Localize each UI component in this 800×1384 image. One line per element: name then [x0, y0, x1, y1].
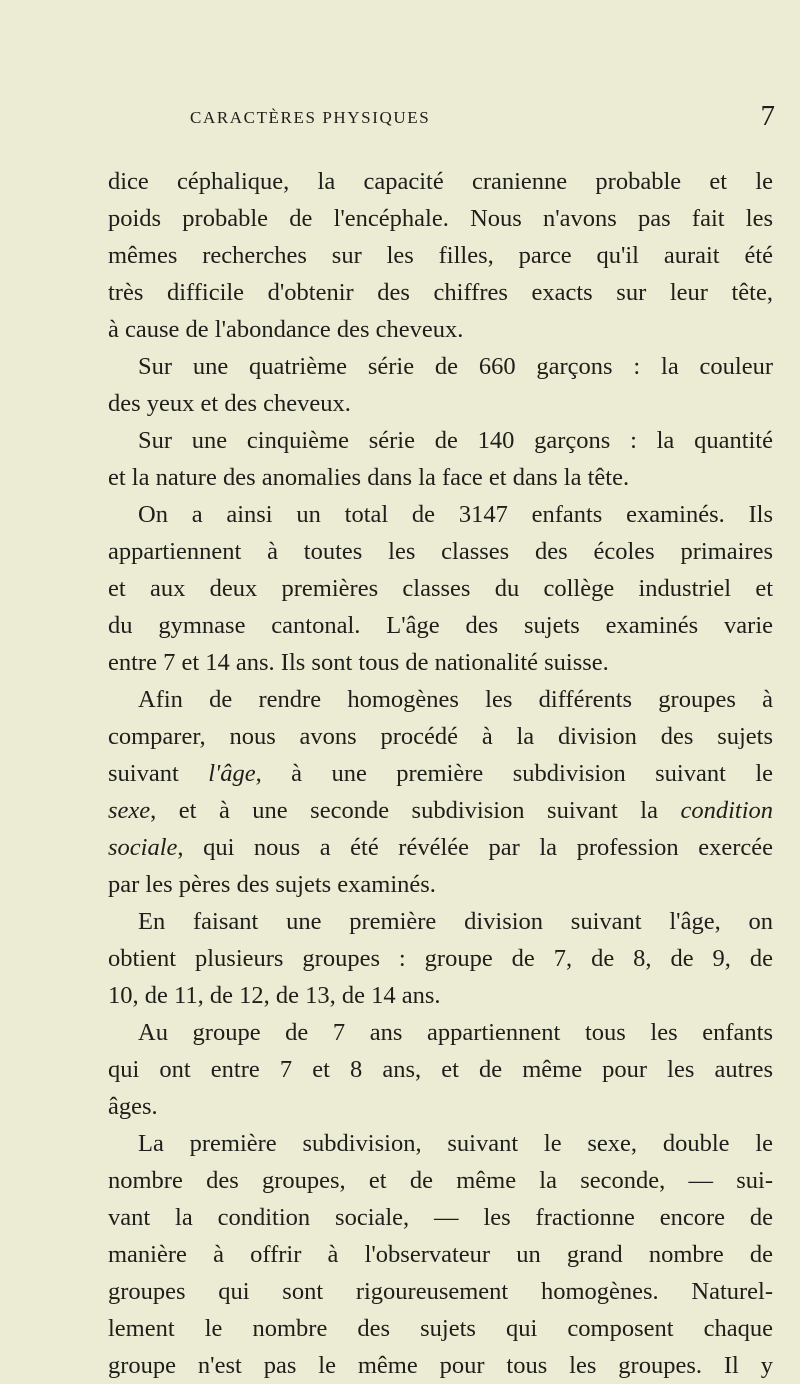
text-line — [108, 200, 773, 237]
text-line — [108, 385, 773, 422]
page-header — [135, 100, 775, 140]
text-line — [108, 1088, 773, 1125]
text-line — [108, 681, 773, 718]
text-line — [108, 977, 773, 1014]
text-line — [108, 1014, 773, 1051]
text-line — [108, 644, 773, 681]
text-line — [108, 311, 773, 348]
italic-phrase: condition — [680, 797, 773, 824]
text-line — [108, 718, 773, 755]
text-line — [108, 1199, 773, 1236]
text-segment: suivant — [108, 760, 209, 787]
text-line — [108, 1273, 773, 1310]
text-segment: Sur une quatrième série de 660 garçons : la couleur — [138, 353, 773, 380]
text-segment: des yeux et des cheveux. — [108, 390, 351, 417]
text-segment: poids probable de l'encéphale. Nous n'avons pas fait les — [108, 205, 773, 232]
text-segment: et la nature des anomalies dans la face et dans la tête. — [108, 464, 630, 491]
text-line — [108, 348, 773, 385]
text-line — [108, 163, 773, 200]
text-segment: vant la condition sociale, — les fractionne encore de — [108, 1204, 773, 1231]
text-segment: Sur une cinquième série de 140 garçons : la quantité — [138, 427, 773, 454]
text-segment: très difficile d'obtenir des chiffres exacts sur leur tête, — [108, 279, 773, 306]
text-line — [108, 940, 773, 977]
text-line — [108, 459, 773, 496]
text-line — [108, 1347, 773, 1384]
text-line — [108, 1051, 773, 1088]
text-segment: obtient plusieurs groupes : groupe de 7, de 8, de 9, de — [108, 945, 773, 972]
text-segment: , qui nous a été révélée par la profession exercée — [177, 834, 773, 861]
text-line — [108, 866, 773, 903]
text-line — [108, 792, 773, 829]
running-head: CARACTÈRES PHYSIQUES — [190, 108, 431, 127]
text-line — [108, 1125, 773, 1162]
text-line — [108, 755, 773, 792]
text-line — [108, 533, 773, 570]
text-segment: Afin de rendre homogènes les différents groupes à — [138, 686, 773, 713]
text-segment: En faisant une première division suivant l'âge, on — [138, 908, 773, 935]
text-line — [108, 496, 773, 533]
text-segment: manière à offrir à l'observateur un grand nombre de — [108, 1241, 773, 1268]
text-line — [108, 829, 773, 866]
text-segment: à cause de l'abondance des cheveux. — [108, 316, 464, 343]
text-segment: , et à une seconde subdivision suivant la — [150, 797, 681, 824]
text-line — [108, 607, 773, 644]
italic-phrase: sociale — [108, 834, 178, 861]
text-segment: 10, de 11, de 12, de 13, de 14 ans. — [108, 982, 441, 1009]
text-line — [108, 274, 773, 311]
text-segment: Au groupe de 7 ans appartiennent tous les enfants — [138, 1019, 773, 1046]
text-segment: nombre des groupes, et de même la seconde, — sui- — [108, 1167, 773, 1194]
text-segment: entre 7 et 14 ans. Ils sont tous de nationalité suisse. — [108, 649, 609, 676]
text-segment: dice céphalique, la capacité cranienne probable et le — [108, 168, 773, 195]
text-segment: groupes qui sont rigoureusement homogènes. Naturel- — [108, 1278, 773, 1305]
text-segment: et aux deux premières classes du collège industriel et — [108, 575, 773, 602]
text-line — [108, 903, 773, 940]
text-line — [108, 422, 773, 459]
text-line — [108, 237, 773, 274]
text-segment: qui ont entre 7 et 8 ans, et de même pour les autres — [108, 1056, 773, 1083]
text-line — [108, 1162, 773, 1199]
text-segment: mêmes recherches sur les filles, parce qu'il aurait été — [108, 242, 773, 269]
text-line — [108, 570, 773, 607]
italic-phrase: sexe — [108, 797, 151, 824]
text-segment: appartiennent à toutes les classes des écoles primaires — [108, 538, 773, 565]
text-segment: On a ainsi un total de 3147 enfants examinés. Ils — [138, 501, 773, 528]
text-segment: par les pères des sujets examinés. — [108, 871, 436, 898]
text-line — [108, 1236, 773, 1273]
text-segment: groupe n'est pas le même pour tous les groupes. Il y — [108, 1352, 773, 1379]
text-segment: , à une première subdivision suivant le — [255, 760, 774, 787]
page-number: 7 — [760, 100, 775, 132]
text-segment: lement le nombre des sujets qui composent chaque — [108, 1315, 773, 1342]
text-segment: La première subdivision, suivant le sexe, double le — [138, 1130, 773, 1157]
text-line — [108, 1310, 773, 1347]
body-text — [108, 163, 773, 1384]
text-segment: âges. — [108, 1093, 158, 1120]
text-segment: du gymnase cantonal. L'âge des sujets examinés varie — [108, 612, 773, 639]
italic-phrase: l'âge — [208, 760, 256, 787]
text-segment: comparer, nous avons procédé à la division des sujets — [108, 723, 773, 750]
